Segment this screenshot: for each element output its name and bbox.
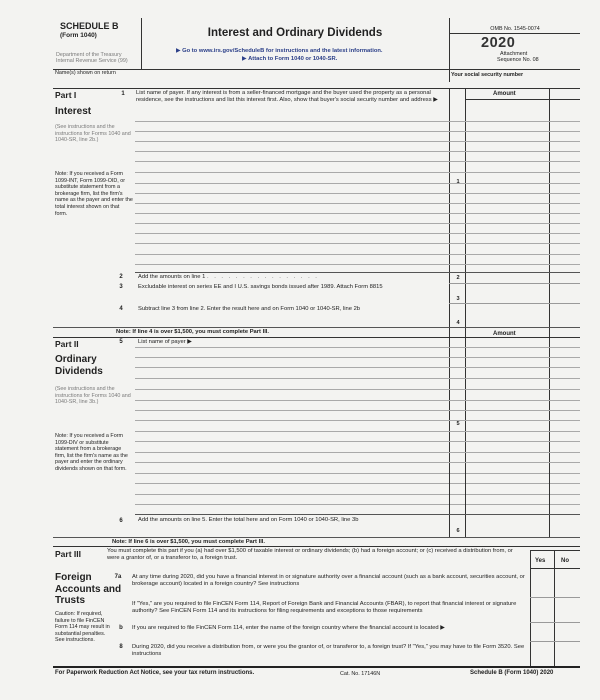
line2-amount-input[interactable] xyxy=(467,274,577,282)
fbar-no-checkbox[interactable] xyxy=(556,612,578,621)
line7a-number: 7a xyxy=(114,574,122,580)
pra-notice: For Paperwork Reduction Act Notice, see your tax return instructions. xyxy=(55,670,255,676)
dividend-row[interactable] xyxy=(135,367,580,368)
part3-caution: Caution: If required, failure to file FinCEN Form 114 may result in substantial penalties. See instructions. xyxy=(55,611,110,644)
names-label: Name(s) shown on return xyxy=(55,70,116,76)
part1-label: Part I xyxy=(55,90,77,100)
dividend-row[interactable] xyxy=(135,378,580,379)
dividend-row[interactable] xyxy=(135,473,580,474)
ssn-input[interactable] xyxy=(452,80,578,86)
line1-text: List name of payer. If any interest is from a seller-financed mortgage and the buyer used the property as a personal residence, see the instructions and list this interest first. Also, show that buyer's social security number and address ▶ xyxy=(136,90,438,104)
attachment-label: Attachment xyxy=(500,51,528,57)
part2-label: Part II xyxy=(55,339,79,349)
line6-note: Note: If line 6 is over $1,500, you must complete Part III. xyxy=(112,539,266,545)
part2-note: Note: If you received a Form 1099-DIV or substitute statement from a brokerage firm, list the firm's name as the payer and enter the ordinary dividends shown on that form. xyxy=(55,433,128,472)
amount-header-1: Amount xyxy=(493,91,516,97)
payer-row[interactable] xyxy=(135,183,580,184)
payer-row[interactable] xyxy=(135,213,580,214)
line7a-yes-checkbox[interactable] xyxy=(532,588,552,596)
arrow-right-icon: ▶ xyxy=(176,48,183,54)
line6-number: 6 xyxy=(119,518,123,524)
part3-title: Foreign Accounts and Trusts xyxy=(55,572,122,606)
attach-instructions xyxy=(242,56,337,62)
payer-row[interactable] xyxy=(135,264,580,265)
line8-no-checkbox[interactable] xyxy=(556,654,578,663)
line7b-number: b xyxy=(119,625,123,631)
line7b-text: If you are required to file FinCEN Form 114, enter the name of the foreign country where the financial account is located ▶ xyxy=(132,625,445,631)
box6-label: 6 xyxy=(456,528,460,534)
payer-row[interactable] xyxy=(135,203,580,204)
dividend-row[interactable] xyxy=(135,452,580,453)
dividend-row[interactable] xyxy=(135,431,580,432)
line5-number: 5 xyxy=(119,339,123,345)
part2-see-instructions: (See instructions and the instructions for Forms 1040 and 1040-SR, line 3b.) xyxy=(55,386,131,406)
line7a-fbar-text: If "Yes," are you required to file FinCEN Form 114, Report of Foreign Bank and Financial Accounts (FBAR), to report that financial interest or signature authority? See FinCEN Form 114 and its instructions for filing requirements and exceptions to those requirements xyxy=(132,601,517,615)
line3-number: 3 xyxy=(119,284,123,290)
dividend-row[interactable] xyxy=(135,347,580,348)
dept-line-1: Department of the Treasury xyxy=(56,52,122,58)
schedule-label: SCHEDULE B xyxy=(60,21,119,31)
arrow-right-icon: ▶ xyxy=(242,56,249,62)
line5-text: List name of payer ▶ xyxy=(138,339,192,345)
line7a-text: At any time during 2020, did you have a financial interest in or signature authority over a financial account (such as a bank account, securities account, or brokerage account) located in a foreign country? See instructions xyxy=(132,574,525,588)
sequence-number: Sequence No. 08 xyxy=(497,57,539,63)
line3-text: Excludable interest on series EE and I U.S. savings bonds issued after 1989. Attach Form 8815 xyxy=(138,284,383,290)
goto-text: Go to www.irs.gov/ScheduleB for instructions and the latest information. xyxy=(182,48,383,54)
payer-row[interactable] xyxy=(135,141,580,142)
payer-row[interactable] xyxy=(135,243,580,244)
line8-text: During 2020, did you receive a distribution from, or were you the grantor of, or transferor to, a foreign trust? If "Yes," you may have to file Form 3520. See instructions xyxy=(132,644,525,658)
part2-title: Ordinary Dividends xyxy=(55,354,103,377)
payer-row[interactable] xyxy=(135,254,580,255)
box2-label: 2 xyxy=(456,275,460,281)
dividend-row[interactable] xyxy=(135,389,580,390)
box4-label: 4 xyxy=(456,320,460,326)
payer-row[interactable] xyxy=(135,121,580,122)
dividend-row[interactable] xyxy=(135,357,580,358)
box1-label: 1 xyxy=(456,179,460,185)
ssn-label: Your social security number xyxy=(451,72,524,78)
goto-instructions[interactable] xyxy=(176,48,383,54)
no-header: No xyxy=(561,558,569,564)
dividend-row[interactable] xyxy=(135,441,580,442)
payer-row[interactable] xyxy=(135,131,580,132)
dividend-row[interactable] xyxy=(135,504,580,505)
part1-title: Interest xyxy=(55,106,92,117)
line4-text: Subtract line 3 from line 2. Enter the result here and on Form 1040 or 1040-SR, line 2b xyxy=(138,306,361,312)
amount-header-2: Amount xyxy=(493,331,516,337)
name-input[interactable] xyxy=(55,76,443,82)
line8-number: 8 xyxy=(119,644,123,650)
form-footer-id: Schedule B (Form 1040) 2020 xyxy=(470,670,554,676)
line4-amount-input[interactable] xyxy=(467,316,577,326)
line4-note: Note: If line 4 is over $1,500, you must complete Part III. xyxy=(116,329,270,335)
yes-header: Yes xyxy=(535,558,546,564)
part1-see-instructions: (See instructions and the instructions for Forms 1040 and 1040-SR, line 2b.) xyxy=(55,124,131,144)
payer-row[interactable] xyxy=(135,151,580,152)
dividend-row[interactable] xyxy=(135,494,580,495)
line2-number: 2 xyxy=(119,274,123,280)
line3-amount-input[interactable] xyxy=(467,293,577,303)
line2-text: Add the amounts on line 1 . . . . . . . . . . . . . . . . xyxy=(138,274,319,280)
line8-yes-checkbox[interactable] xyxy=(532,654,552,663)
part1-note: Note: If you received a Form 1099-INT, Form 1099-OID, or substitute statement from a brokerage firm, list the firm's name as the payer and enter the total interest shown on that form. xyxy=(55,171,133,217)
part3-intro: You must complete this part if you (a) had over $1,500 of taxable interest or ordinary dividends; (b) had a foreign account; or (c) received a distribution from, or were a grantor of, or a transferor to, a foreign trust. xyxy=(107,548,513,562)
omb-number: OMB No. 1545-0074 xyxy=(490,26,540,32)
attach-text: Attach to Form 1040 or 1040-SR. xyxy=(248,56,338,62)
dividend-row[interactable] xyxy=(135,400,580,401)
foreign-country-input[interactable] xyxy=(260,632,526,639)
line6-amount-input[interactable] xyxy=(467,524,577,534)
payer-row[interactable] xyxy=(135,193,580,194)
part3-label: Part III xyxy=(55,549,81,559)
dividend-row[interactable] xyxy=(135,410,580,411)
line6-text: Add the amounts on line 5. Enter the total here and on Form 1040 or 1040-SR, line 3b xyxy=(138,517,359,523)
box5-label: 5 xyxy=(456,421,460,427)
dept-line-2: Internal Revenue Service (99) xyxy=(56,58,128,64)
box3-label: 3 xyxy=(456,296,460,302)
payer-row[interactable] xyxy=(135,161,580,162)
dividend-row[interactable] xyxy=(135,420,580,421)
payer-row[interactable] xyxy=(135,172,580,173)
line1-number: 1 xyxy=(121,91,125,97)
fbar-yes-checkbox[interactable] xyxy=(532,612,552,621)
dividend-row[interactable] xyxy=(135,462,580,463)
line4-number: 4 xyxy=(119,306,123,312)
payer-row[interactable] xyxy=(135,223,580,224)
line7a-no-checkbox[interactable] xyxy=(556,588,578,596)
catalog-number: Cat. No. 17146N xyxy=(340,671,381,677)
dividend-row[interactable] xyxy=(135,483,580,484)
payer-row[interactable] xyxy=(135,233,580,234)
tax-year: 2020 xyxy=(481,35,516,51)
form-ref: (Form 1040) xyxy=(60,32,97,39)
form-title: Interest and Ordinary Dividends xyxy=(207,27,383,39)
